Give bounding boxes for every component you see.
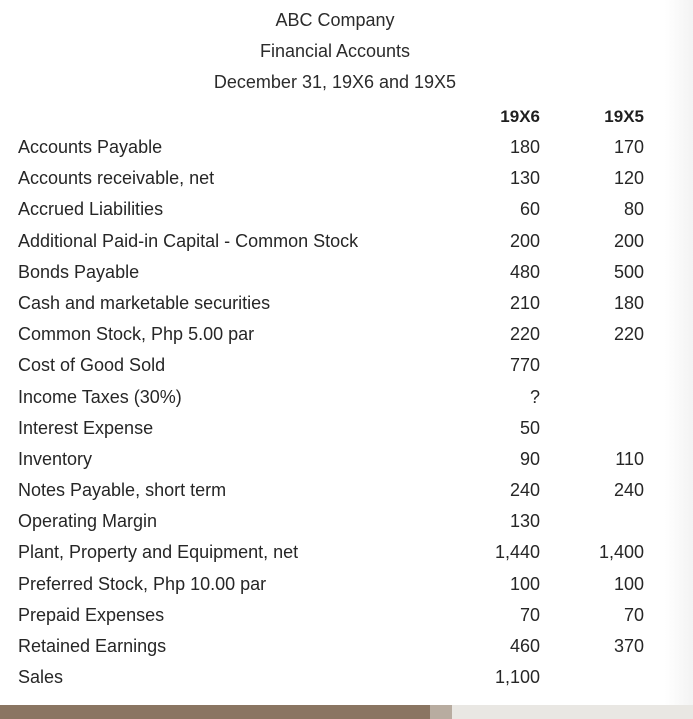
account-label: Bonds Payable: [18, 261, 140, 282]
column-header-19x6: 19X6: [500, 107, 540, 126]
account-label: Plant, Property and Equipment, net: [18, 542, 299, 563]
statement-date: December 31, 19X6 and 19X5: [213, 72, 457, 92]
table-row: [0, 257, 693, 288]
table-row: [0, 288, 693, 319]
account-label: Preferred Stock, Php 10.00 par: [18, 573, 267, 594]
account-label: Cash and marketable securities: [18, 292, 271, 313]
value-19x6: 1,440: [494, 542, 540, 563]
table-row: [0, 537, 693, 568]
value-19x6: 770: [509, 355, 540, 376]
table-row: [0, 475, 693, 506]
value-19x5: 1,400: [598, 542, 644, 563]
table-row: [0, 600, 693, 631]
value-19x6: 130: [509, 168, 540, 189]
accounts-table: [0, 132, 693, 693]
table-row: [0, 194, 693, 225]
value-19x5: 500: [613, 261, 644, 282]
table-row: [0, 350, 693, 381]
account-label: Income Taxes (30%): [18, 386, 182, 407]
table-row: [0, 569, 693, 600]
value-19x5: 200: [613, 230, 644, 251]
account-label: Accrued Liabilities: [18, 199, 164, 220]
account-label: Prepaid Expenses: [18, 604, 165, 625]
table-row: [0, 132, 693, 163]
value-19x6: 460: [509, 636, 540, 656]
column-header-19x5: 19X5: [604, 107, 644, 126]
table-row: [0, 226, 693, 257]
value-19x6: 130: [509, 511, 540, 532]
company-name: ABC Company: [275, 10, 395, 30]
value-19x6: 220: [509, 324, 540, 345]
account-label: Cost of Good Sold: [18, 355, 166, 376]
account-label: Common Stock, Php 5.00 par: [18, 324, 255, 345]
value-19x6: 480: [509, 261, 540, 282]
value-19x5: 120: [613, 168, 644, 189]
value-19x6: 200: [509, 230, 540, 251]
table-row: [0, 382, 693, 413]
table-row: [0, 413, 693, 444]
value-19x5: 220: [613, 324, 644, 345]
statement-title: Financial Accounts: [259, 41, 411, 61]
value-19x5: 170: [613, 137, 644, 157]
value-19x6: ?: [529, 386, 540, 407]
bottom-bar-segment: [430, 705, 452, 719]
value-19x6: 60: [519, 199, 540, 220]
value-19x5: 240: [613, 480, 644, 501]
table-row: [0, 631, 693, 662]
account-label: Sales: [18, 667, 64, 688]
value-19x5: 370: [613, 636, 644, 656]
value-19x6: 100: [509, 573, 540, 594]
account-label: Operating Margin: [18, 511, 158, 532]
account-label: Notes Payable, short term: [18, 480, 227, 501]
value-19x6: 1,100: [494, 667, 540, 688]
value-19x5: 180: [613, 292, 644, 313]
account-label: Retained Earnings: [18, 636, 167, 656]
value-19x5: 100: [613, 573, 644, 594]
account-label: Additional Paid-in Capital - Common Stock: [18, 230, 359, 251]
table-row: [0, 319, 693, 350]
account-label: Inventory: [18, 448, 93, 469]
value-19x5: 80: [623, 199, 644, 220]
value-19x5: 110: [615, 448, 644, 469]
value-19x6: 210: [509, 292, 540, 313]
value-19x6: 240: [509, 480, 540, 501]
value-19x6: 50: [519, 417, 540, 438]
table-row: [0, 444, 693, 475]
value-19x6: 70: [519, 604, 540, 625]
account-label: Accounts receivable, net: [18, 168, 215, 189]
table-row: [0, 163, 693, 194]
value-19x6: 90: [519, 448, 540, 469]
account-label: Interest Expense: [18, 417, 154, 438]
value-19x6: 180: [509, 137, 540, 157]
table-row: [0, 662, 693, 693]
value-19x5: 70: [623, 604, 644, 625]
table-row: [0, 506, 693, 537]
bottom-bar: [0, 705, 430, 719]
account-label: Accounts Payable: [18, 137, 163, 157]
